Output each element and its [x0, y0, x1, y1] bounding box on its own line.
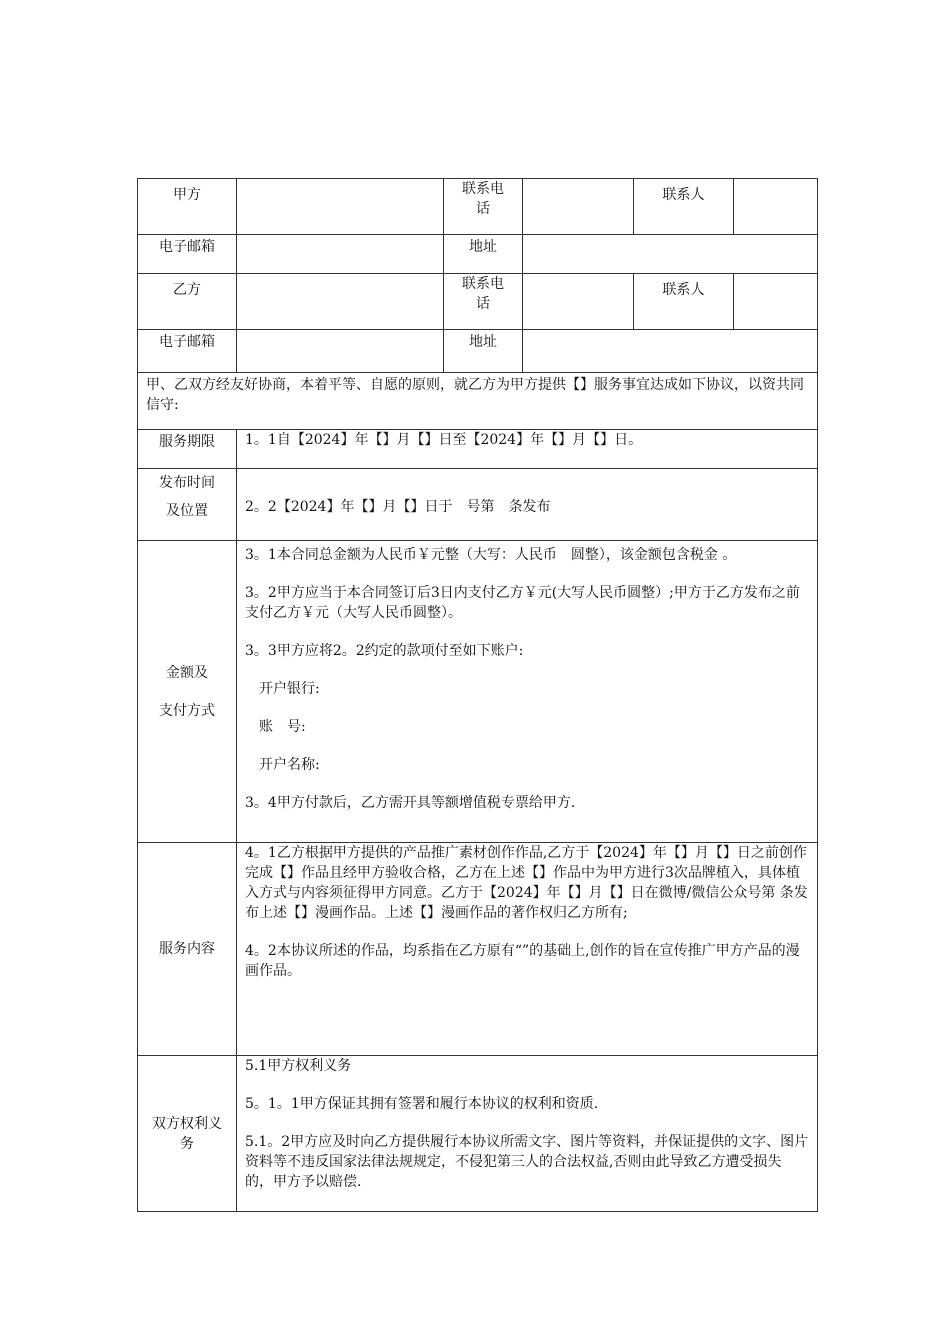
- party-a-contact-label: 联系人: [634, 179, 734, 235]
- party-a-name-field[interactable]: [237, 179, 444, 235]
- publish-label-line2: 及位置: [166, 503, 208, 519]
- payment-label-line1: 金额及: [166, 664, 208, 681]
- intro-text: 甲、乙双方经友好协商，本着平等、自愿的原则，就乙方为甲方提供【】服务事宜达成如下协议，以资共同信守:: [138, 373, 818, 430]
- contract-table: [137, 178, 818, 1212]
- rights-heading: 5.1甲方权利义务: [245, 1058, 352, 1074]
- party-b-label: 乙方: [138, 274, 237, 330]
- party-a-row: [138, 179, 818, 235]
- rights-text: [237, 1056, 818, 1212]
- payment-p4: 3。4甲方付款后，乙方需开具等额增值税专票给甲方.: [245, 795, 576, 811]
- party-a-email-row: [138, 235, 818, 274]
- payment-bank: 开户银行:: [259, 681, 320, 697]
- party-a-phone-field[interactable]: [523, 179, 634, 235]
- payment-content: [237, 541, 818, 843]
- party-b-phone-label: 联系电话: [444, 274, 523, 330]
- party-a-label: 甲方: [138, 179, 237, 235]
- service-content-row: [138, 843, 818, 1056]
- party-a-phone-label: 联系电话: [444, 179, 523, 235]
- party-b-email-row: [138, 330, 818, 373]
- party-b-email-label: 电子邮箱: [138, 330, 237, 373]
- payment-account: 账 号:: [259, 719, 306, 735]
- rights-label: 双方权利义务: [138, 1056, 237, 1212]
- publish-label-line1: 发布时间: [159, 475, 215, 491]
- party-b-name-field[interactable]: [237, 274, 444, 330]
- publish-text: 2。2【2024】年【】月【】日于 号第 条发布: [237, 469, 818, 541]
- party-b-contact-label: 联系人: [634, 274, 734, 330]
- rights-row: [138, 1056, 818, 1212]
- service-content-text: [237, 843, 818, 1056]
- party-b-address-field[interactable]: [523, 330, 818, 373]
- publish-label: [138, 469, 237, 541]
- publish-row: [138, 469, 818, 541]
- party-a-contact-field[interactable]: [734, 179, 818, 235]
- payment-label: [138, 541, 237, 843]
- party-b-address-label: 地址: [444, 330, 523, 373]
- party-a-address-field[interactable]: [523, 235, 818, 274]
- service-period-row: [138, 430, 818, 469]
- service-content-p1: 4。1乙方根据甲方提供的产品推广素材创作作品,乙方于【2024】年【】月【】日之前创作完成【】作品且经甲方验收合格，乙方在上述【】作品中为甲方进行3次品牌植入，具体植入方式与内容须征得甲方同意。乙方于【2024】年【】月【】日在微博/微信公众号第 条发布上述【】漫画作品。上述【】漫画作品的著作权归乙方所有;: [245, 845, 808, 921]
- party-b-contact-field[interactable]: [734, 274, 818, 330]
- payment-p2: 3。2甲方应当于本合同签订后3日内支付乙方￥元(大写人民币圆整）;甲方于乙方发布之前支付乙方￥元（大写人民币圆整）。: [245, 585, 800, 621]
- party-b-phone-field[interactable]: [523, 274, 634, 330]
- payment-account-name: 开户名称:: [259, 757, 320, 773]
- payment-label-line2: 支付方式: [159, 702, 215, 719]
- party-b-email-field[interactable]: [237, 330, 444, 373]
- payment-row: [138, 541, 818, 843]
- party-b-row: [138, 274, 818, 330]
- party-a-address-label: 地址: [444, 235, 523, 274]
- rights-p1: 5。1。1甲方保证其拥有签署和履行本协议的权利和资质.: [245, 1096, 599, 1112]
- payment-p1: 3。1本合同总金额为人民币￥元整（大写：人民币 圆整），该金额包含税金 。: [245, 547, 737, 563]
- intro-row: [138, 373, 818, 430]
- party-a-email-field[interactable]: [237, 235, 444, 274]
- service-period-text: 1。1自【2024】年【】月【】日至【2024】年【】月【】日。: [237, 430, 818, 469]
- payment-p3: 3。3甲方应将2。2约定的款项付至如下账户:: [245, 643, 524, 659]
- service-period-label: 服务期限: [138, 430, 237, 469]
- rights-p2: 5.1。2甲方应及时向乙方提供履行本协议所需文字、图片等资料，并保证提供的文字、图片资料等不违反国家法律法规规定，不侵犯第三人的合法权益,否则由此导致乙方遭受损失的，甲方予以赔偿.: [245, 1134, 809, 1190]
- party-a-email-label: 电子邮箱: [138, 235, 237, 274]
- service-content-p2: 4。2本协议所述的作品，均系指在乙方原有“”的基础上,创作的旨在宣传推广甲方产品的漫画作品。: [245, 943, 800, 979]
- service-content-label: 服务内容: [138, 843, 237, 1056]
